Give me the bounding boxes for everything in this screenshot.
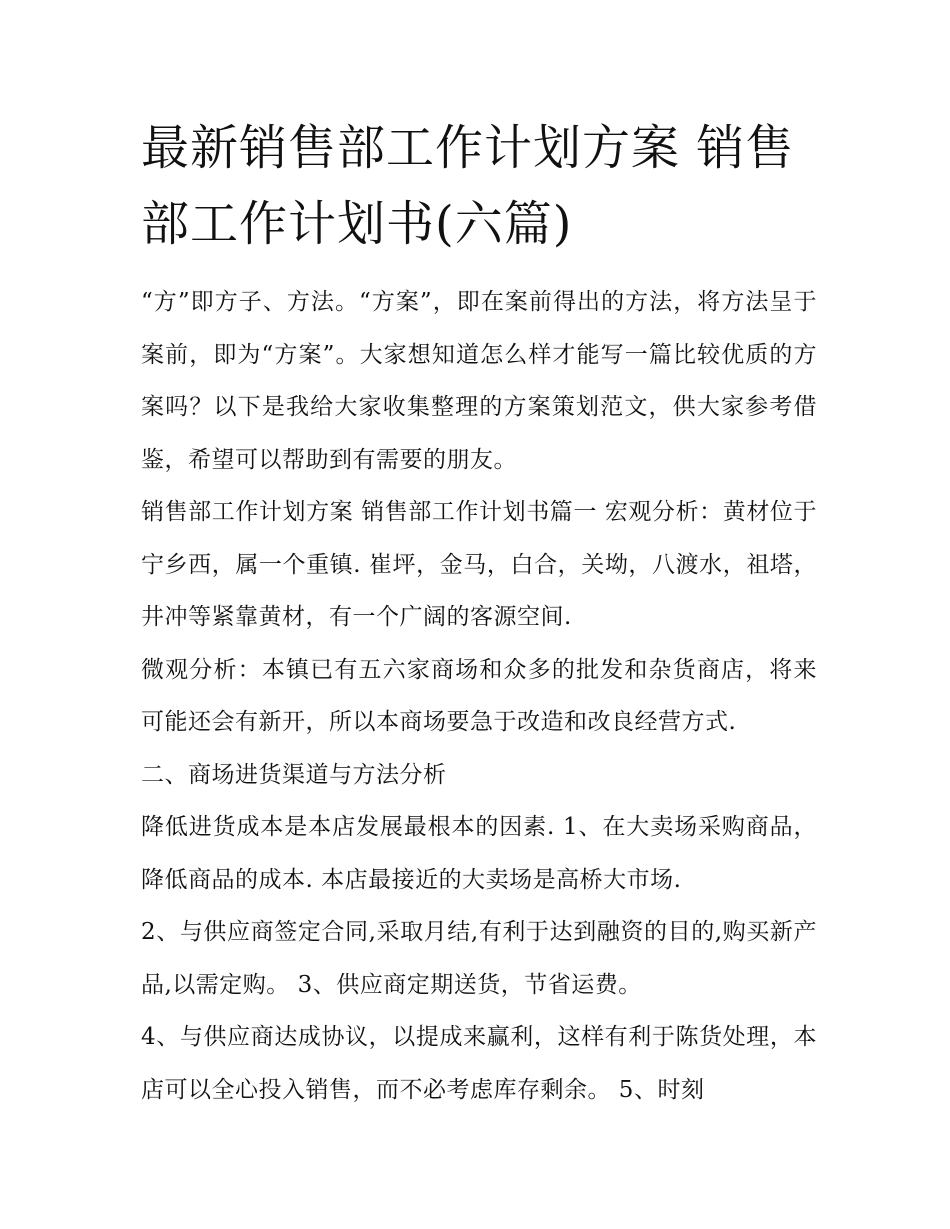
paragraph-micro-analysis: 微观分析：本镇已有五六家商场和众多的批发和杂货商店，将来可能还会有新开，所以本商场要急于改造和改良经营方式. xyxy=(141,656,817,735)
paragraph-macro-analysis: 销售部工作计划方案 销售部工作计划书篇一 宏观分析：黄材位于宁乡西，属一个重镇. 崔坪，金马，白合，关坳，八渡水，祖塔，井冲等紧靠黄材，有一个广阔的客源空间. xyxy=(141,499,817,630)
document-title: 最新销售部工作计划方案 销售部工作计划书(六篇) xyxy=(141,120,795,252)
paragraph-intro: “方”即方子、方法。“方案”，即在案前得出的方法，将方法呈于案前，即为“方案”。大家想知道怎么样才能写一篇比较优质的方案吗？以下是我给大家收集整理的方案策划范文，供大家参考借鉴，希望可以帮助到有需要的朋友。 xyxy=(141,289,817,473)
paragraph-cost-reduction: 降低进货成本是本店发展最根本的因素. 1、在大卖场采购商品，降低商品的成本. 本店最接近的大卖场是高桥大市场. xyxy=(141,814,817,893)
section-heading-purchasing: 二、商场进货渠道与方法分析 xyxy=(141,761,447,788)
document-body xyxy=(141,276,817,1116)
paragraph-supplier-agreement: 4、与供应商达成协议，以提成来赢利，这样有利于陈货处理，本店可以全心投入销售，而不必考虑库存剩余。 5、时刻 xyxy=(141,1024,817,1103)
document-content xyxy=(141,110,817,1116)
paragraph-supplier-contract: 2、与供应商签定合同,采取月结,有利于达到融资的目的,购买新产品,以需定购。 3、供应商定期送货，节省运费。 xyxy=(141,919,817,998)
